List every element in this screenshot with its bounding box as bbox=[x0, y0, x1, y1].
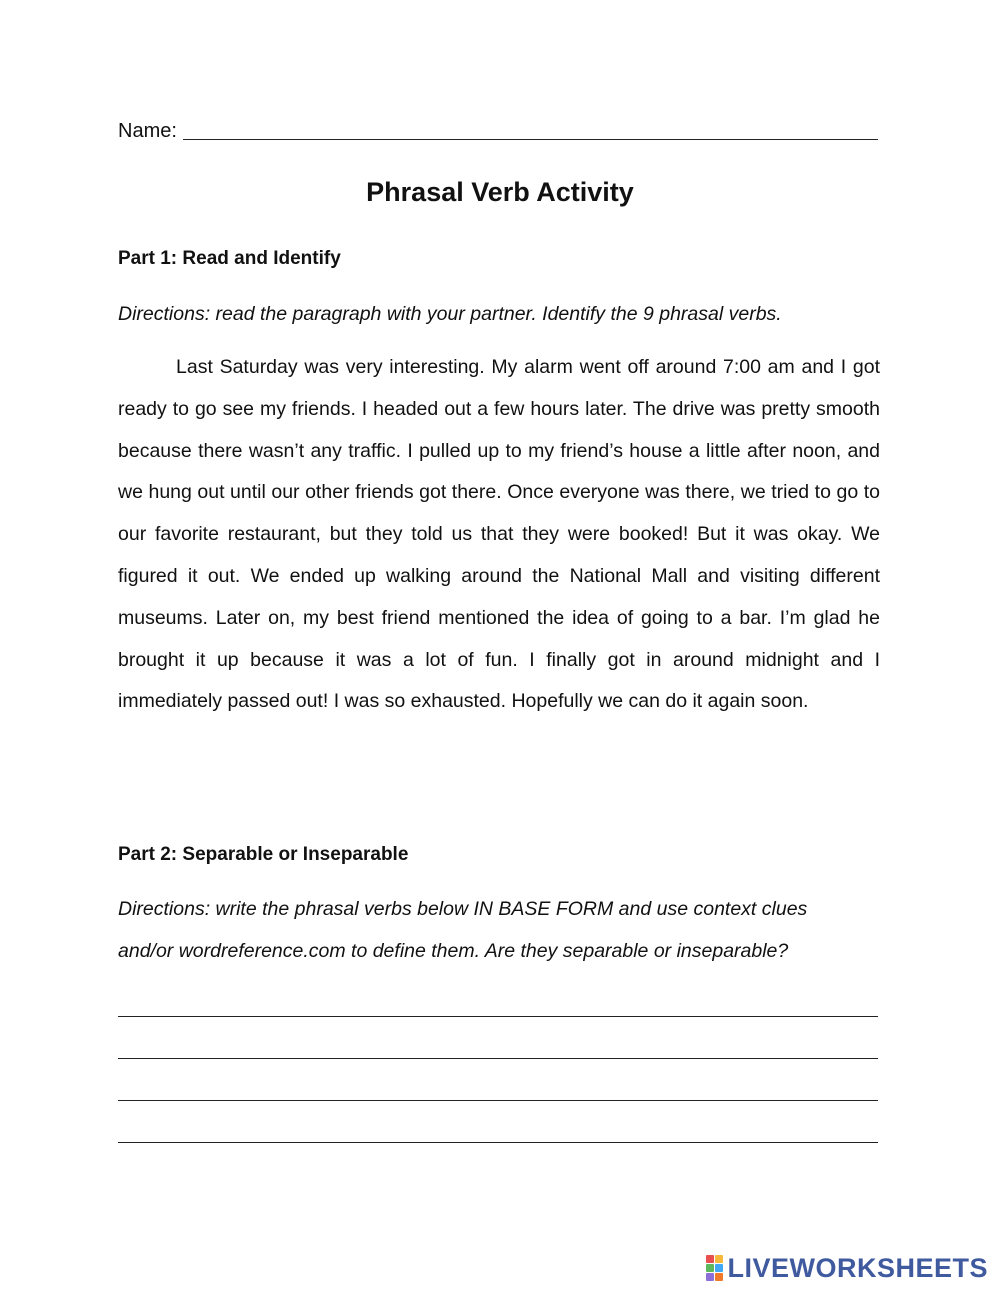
story-paragraph: Last Saturday was very interesting. My alarm went off around 7:00 am and I got ready to go see my friends. I headed out a few hours later. The drive was pretty smooth because there wasn’t any traffic. I pulled up to my friend’s house a little after noon, and we hung out until our other friends got there. Once everyone was there, we tried to go to our favorite restaurant, but they told us that they were booked! But it was okay. We figured it out. We ended up walking around the National Mall and visiting different museums. Later on, my best friend mentioned the idea of going to a bar. I’m glad he brought it up because it was a lot of fun. I finally got in around midnight and I immediately passed out! I was so exhausted. Hopefully we can do it again soon. bbox=[118, 356, 880, 713]
answer-line-2[interactable] bbox=[118, 1058, 878, 1059]
liveworksheets-wordmark: LIVEWORKSHEETS bbox=[727, 1252, 988, 1283]
name-label: Name: bbox=[118, 120, 177, 142]
part2-directions-line-1: Directions: write the phrasal verbs below IN BASE FORM and use context clues bbox=[118, 898, 808, 920]
logo-block bbox=[706, 1264, 714, 1272]
part1-heading: Part 1: Read and Identify bbox=[118, 248, 341, 269]
answer-line-4[interactable] bbox=[118, 1142, 878, 1143]
logo-block bbox=[706, 1255, 714, 1263]
page-title: Phrasal Verb Activity bbox=[366, 177, 634, 207]
answer-line-1[interactable] bbox=[118, 1016, 878, 1017]
part2-heading: Part 2: Separable or Inseparable bbox=[118, 844, 409, 865]
logo-block bbox=[706, 1273, 714, 1281]
logo-block bbox=[715, 1273, 723, 1281]
answer-line-3[interactable] bbox=[118, 1100, 878, 1101]
liveworksheets-logo bbox=[706, 1250, 988, 1286]
part1-directions: Directions: read the paragraph with your partner. Identify the 9 phrasal verbs. bbox=[118, 303, 782, 325]
name-row bbox=[118, 117, 878, 145]
part2-directions-line-2: and/or wordreference.com to define them. Are they separable or inseparable? bbox=[118, 940, 789, 962]
logo-block bbox=[715, 1255, 723, 1263]
logo-block bbox=[715, 1264, 723, 1272]
liveworksheets-blocks-icon bbox=[706, 1255, 723, 1281]
name-input-line[interactable] bbox=[183, 119, 878, 140]
